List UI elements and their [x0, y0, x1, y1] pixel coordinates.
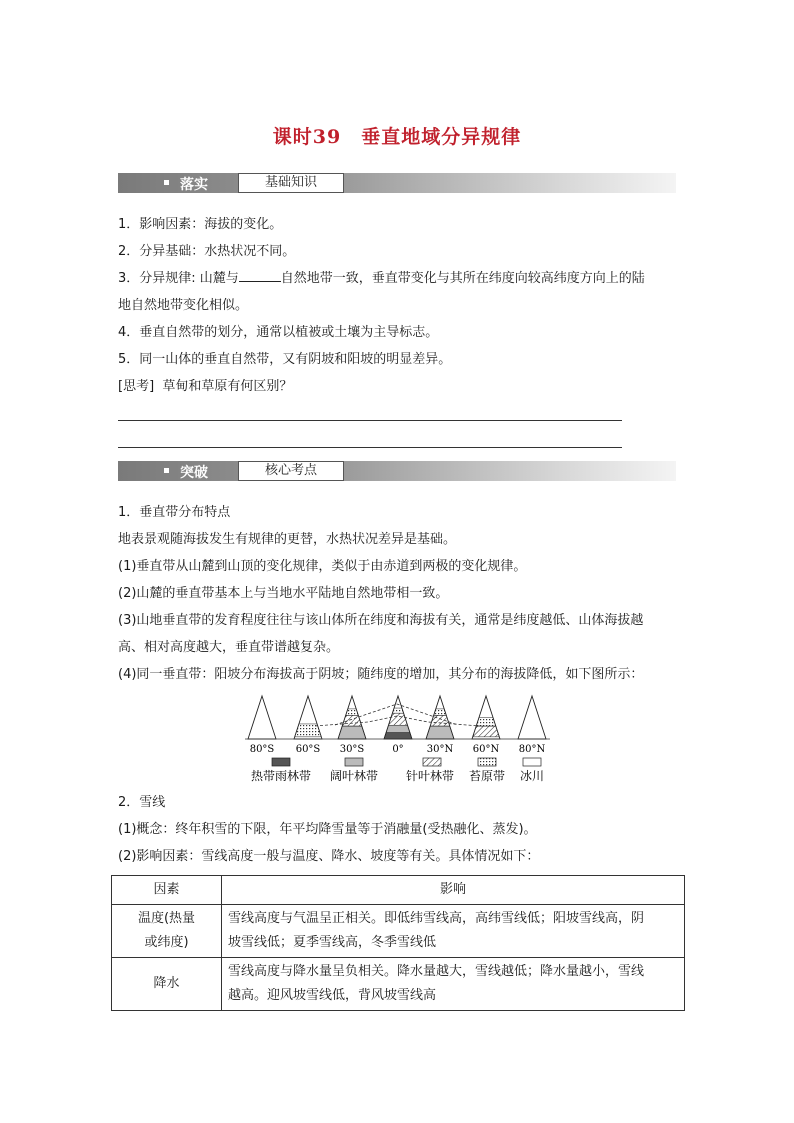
think-tag: [思考]	[118, 379, 155, 394]
table-header: 影响	[222, 876, 685, 905]
bullet-icon	[164, 468, 169, 473]
core-line-4: 高、相对高度越大，垂直带谱越复杂。	[118, 640, 340, 655]
legend-swatch-rainforest	[272, 758, 290, 766]
mountain-group	[248, 696, 546, 739]
lat-label: 80°S	[249, 744, 275, 755]
table-row	[112, 905, 685, 958]
mountain-zone-band	[386, 725, 410, 732]
mountain-zone-band	[388, 713, 407, 725]
item3-after: 自然地带一致，垂直带变化与其所在纬度向较高纬度方向上的陆	[280, 271, 645, 286]
basic-item-4: 4．垂直自然带的划分，通常以植被或土壤为主导标志。	[118, 325, 439, 340]
basic-item-5: 5．同一山体的垂直自然带，又有阴坡和阳坡的明显差异。	[118, 352, 452, 367]
section-band-core	[118, 461, 676, 481]
lat-label: 60°S	[295, 744, 321, 755]
legend-label: 冰川	[519, 769, 545, 783]
item3-before: 3．分异规律: 山麓与	[118, 271, 239, 286]
bullet-icon	[164, 180, 169, 185]
fill-blank[interactable]	[239, 269, 281, 282]
mountain-zone-band	[473, 726, 500, 737]
legend-label: 阔叶林带	[329, 769, 379, 783]
core-line-1: (1)垂直带从山麓到山顶的变化规律，类似于由赤道到两极的变化规律。	[118, 559, 527, 574]
page-title: 课时39 垂直地域分异规律	[272, 126, 522, 148]
vertical-zonation-figure	[240, 692, 560, 787]
table-row	[112, 958, 685, 1011]
mountain-triangle	[518, 696, 546, 739]
factor-cell	[112, 905, 222, 958]
snow-line-0: (1)概念：终年积雪的下限，年平均降雪量等于消融量(受热融化、蒸发)。	[118, 822, 537, 837]
think-question	[118, 377, 292, 397]
effect-line: 坡雪线低；夏季雪线高，冬季雪线低	[228, 935, 437, 950]
lat-label: 0°	[392, 744, 404, 755]
band-box-label: 基础知识	[238, 173, 344, 193]
snow-heading: 2．雪线	[118, 795, 166, 810]
factor-line: 降水	[153, 976, 180, 991]
lat-label: 30°N	[426, 744, 454, 755]
legend-swatch-broadleaf	[345, 758, 363, 766]
table-header: 因素	[112, 876, 222, 905]
answer-line-2[interactable]	[118, 447, 622, 448]
effect-cell	[222, 905, 685, 958]
basic-item-3-line2: 地自然地带变化相似。	[118, 298, 249, 313]
basic-item-2: 2．分异基础：水热状况不同。	[118, 244, 296, 259]
effect-line: 雪线高度与气温呈正相关。即低纬雪线高，高纬雪线低；阳坡雪线高，阴	[228, 911, 645, 926]
legend-label: 针叶林带	[405, 769, 455, 783]
legend-label: 苔原带	[468, 769, 506, 783]
core-heading: 1．垂直带分布特点	[118, 505, 231, 520]
legend-swatch-glacier	[523, 758, 541, 766]
effect-line: 雪线高度与降水量呈负相关。降水量越大，雪线越低；降水量越小，雪线	[228, 964, 645, 979]
core-line-2: (2)山麓的垂直带基本上与当地水平陆地自然地带相一致。	[118, 586, 449, 601]
band-dark-label: 落实	[180, 177, 208, 193]
latitude-labels	[250, 744, 546, 755]
core-line-3: (3)山地垂直带的发育程度往往与该山体所在纬度和海拔有关，通常是纬度越低、山体海拔越	[118, 613, 644, 628]
mountain-triangle	[248, 696, 276, 739]
basic-item-1: 1．影响因素：海拔的变化。	[118, 217, 283, 232]
factor-cell	[112, 958, 222, 1011]
effect-cell	[222, 958, 685, 1011]
band-dark-label: 突破	[180, 465, 208, 481]
mountain-zone-band	[426, 726, 454, 739]
snow-line-1: (2)影响因素：雪线高度一般与温度、降水、坡度等有关。具体情况如下：	[118, 849, 540, 864]
section-band-basics	[118, 173, 676, 193]
snowline-factors-table	[111, 875, 685, 1011]
lat-label: 80°N	[518, 744, 546, 755]
table-header-row	[112, 876, 685, 905]
basic-item-3	[118, 269, 645, 289]
legend-swatch-tundra	[478, 758, 496, 766]
factor-line: 或纬度)	[144, 935, 189, 950]
mountain-zone-band	[476, 718, 496, 727]
answer-line-1[interactable]	[118, 420, 622, 421]
lat-label: 60°N	[472, 744, 500, 755]
band-box-label: 核心考点	[238, 461, 344, 481]
legend-swatch-conifer	[423, 758, 441, 766]
core-line-0: 地表景观随海拔发生有规律的更替，水热状况差异是基础。	[118, 532, 457, 547]
factor-line: 温度(热量	[137, 911, 196, 926]
legend-label: 热带雨林带	[250, 769, 312, 783]
mountain-zone-band	[384, 733, 412, 739]
mountain-zone-band	[338, 726, 366, 739]
think-text: 草甸和草原有何区别？	[162, 379, 293, 394]
effect-line: 越高。迎风坡雪线低，背风坡雪线高	[228, 988, 437, 1003]
core-line-5: (4)同一垂直带：阳坡分布海拔高于阴坡；随纬度的增加，其分布的海拔降低，如下图所示：	[118, 667, 644, 682]
lat-label: 30°S	[339, 744, 365, 755]
